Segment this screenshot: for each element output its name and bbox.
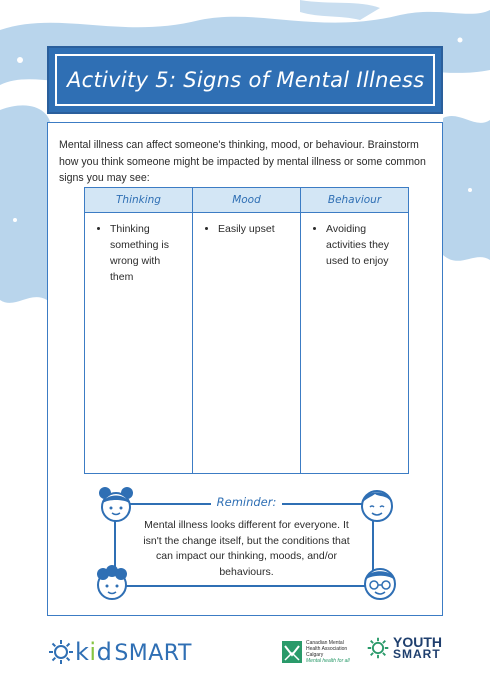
reminder-box bbox=[84, 485, 409, 603]
column-header-behaviour: Behaviour bbox=[301, 188, 408, 213]
column-mood bbox=[193, 188, 301, 473]
page-title: Activity 5: Signs of Mental Illness bbox=[67, 68, 425, 92]
glasses-face-icon bbox=[360, 563, 400, 603]
gear-icon bbox=[47, 638, 75, 666]
column-body-thinking bbox=[85, 213, 192, 285]
content-card bbox=[47, 122, 443, 616]
youthsmart-logo bbox=[366, 636, 442, 660]
youthsmart-wordmark bbox=[393, 636, 442, 660]
cmha-logo bbox=[282, 640, 350, 664]
cmha-text bbox=[306, 640, 350, 664]
youth-line1: YOUTH bbox=[393, 634, 442, 650]
title-banner bbox=[47, 46, 443, 114]
kidsmart-logo bbox=[47, 636, 192, 668]
kid-letter-k: k bbox=[75, 638, 90, 666]
kid-letter-d: d bbox=[96, 638, 113, 666]
list-item: • Thinking something is wrong with them bbox=[110, 221, 186, 285]
column-header-mood: Mood bbox=[193, 188, 300, 213]
column-header-thinking: Thinking bbox=[85, 188, 192, 213]
title-inner-frame bbox=[55, 54, 435, 106]
kid-smart-text: SMART bbox=[114, 641, 192, 666]
boy-face-icon bbox=[357, 485, 397, 525]
cmha-tagline: Mental health for all bbox=[306, 658, 350, 664]
intro-text: Mental illness can affect someone's thinking, mood, or behaviour. Brainstorm how you think someone might be impacted by mental illness or some common signs you may see: bbox=[59, 139, 426, 184]
curly-hair-face-icon bbox=[92, 563, 132, 603]
reminder-text: Mental illness looks different for everyone. It isn't the change itself, but the conditions that can impact our thinking, moods, and/or behaviours. bbox=[143, 519, 350, 578]
kidsmart-wordmark bbox=[75, 638, 192, 666]
column-body-behaviour bbox=[301, 213, 408, 269]
reminder-title: Reminder: bbox=[211, 495, 283, 509]
column-thinking bbox=[85, 188, 193, 473]
cmha-icon bbox=[282, 641, 302, 663]
cmha-line2: Health Association bbox=[306, 646, 348, 652]
column-body-mood bbox=[193, 213, 300, 237]
signs-table bbox=[84, 187, 409, 474]
column-behaviour bbox=[301, 188, 408, 473]
cmha-line3: Calgary bbox=[306, 652, 324, 658]
youthsmart-gear-icon bbox=[366, 636, 390, 660]
list-item: • Avoiding activities they used to enjoy bbox=[326, 221, 402, 269]
youth-line2: SMART bbox=[393, 647, 441, 661]
cmha-line1: Canadian Mental bbox=[306, 640, 344, 646]
list-item: • Easily upset bbox=[218, 221, 294, 237]
girl-face-icon bbox=[96, 485, 136, 525]
kid-letter-i: i bbox=[89, 638, 97, 666]
